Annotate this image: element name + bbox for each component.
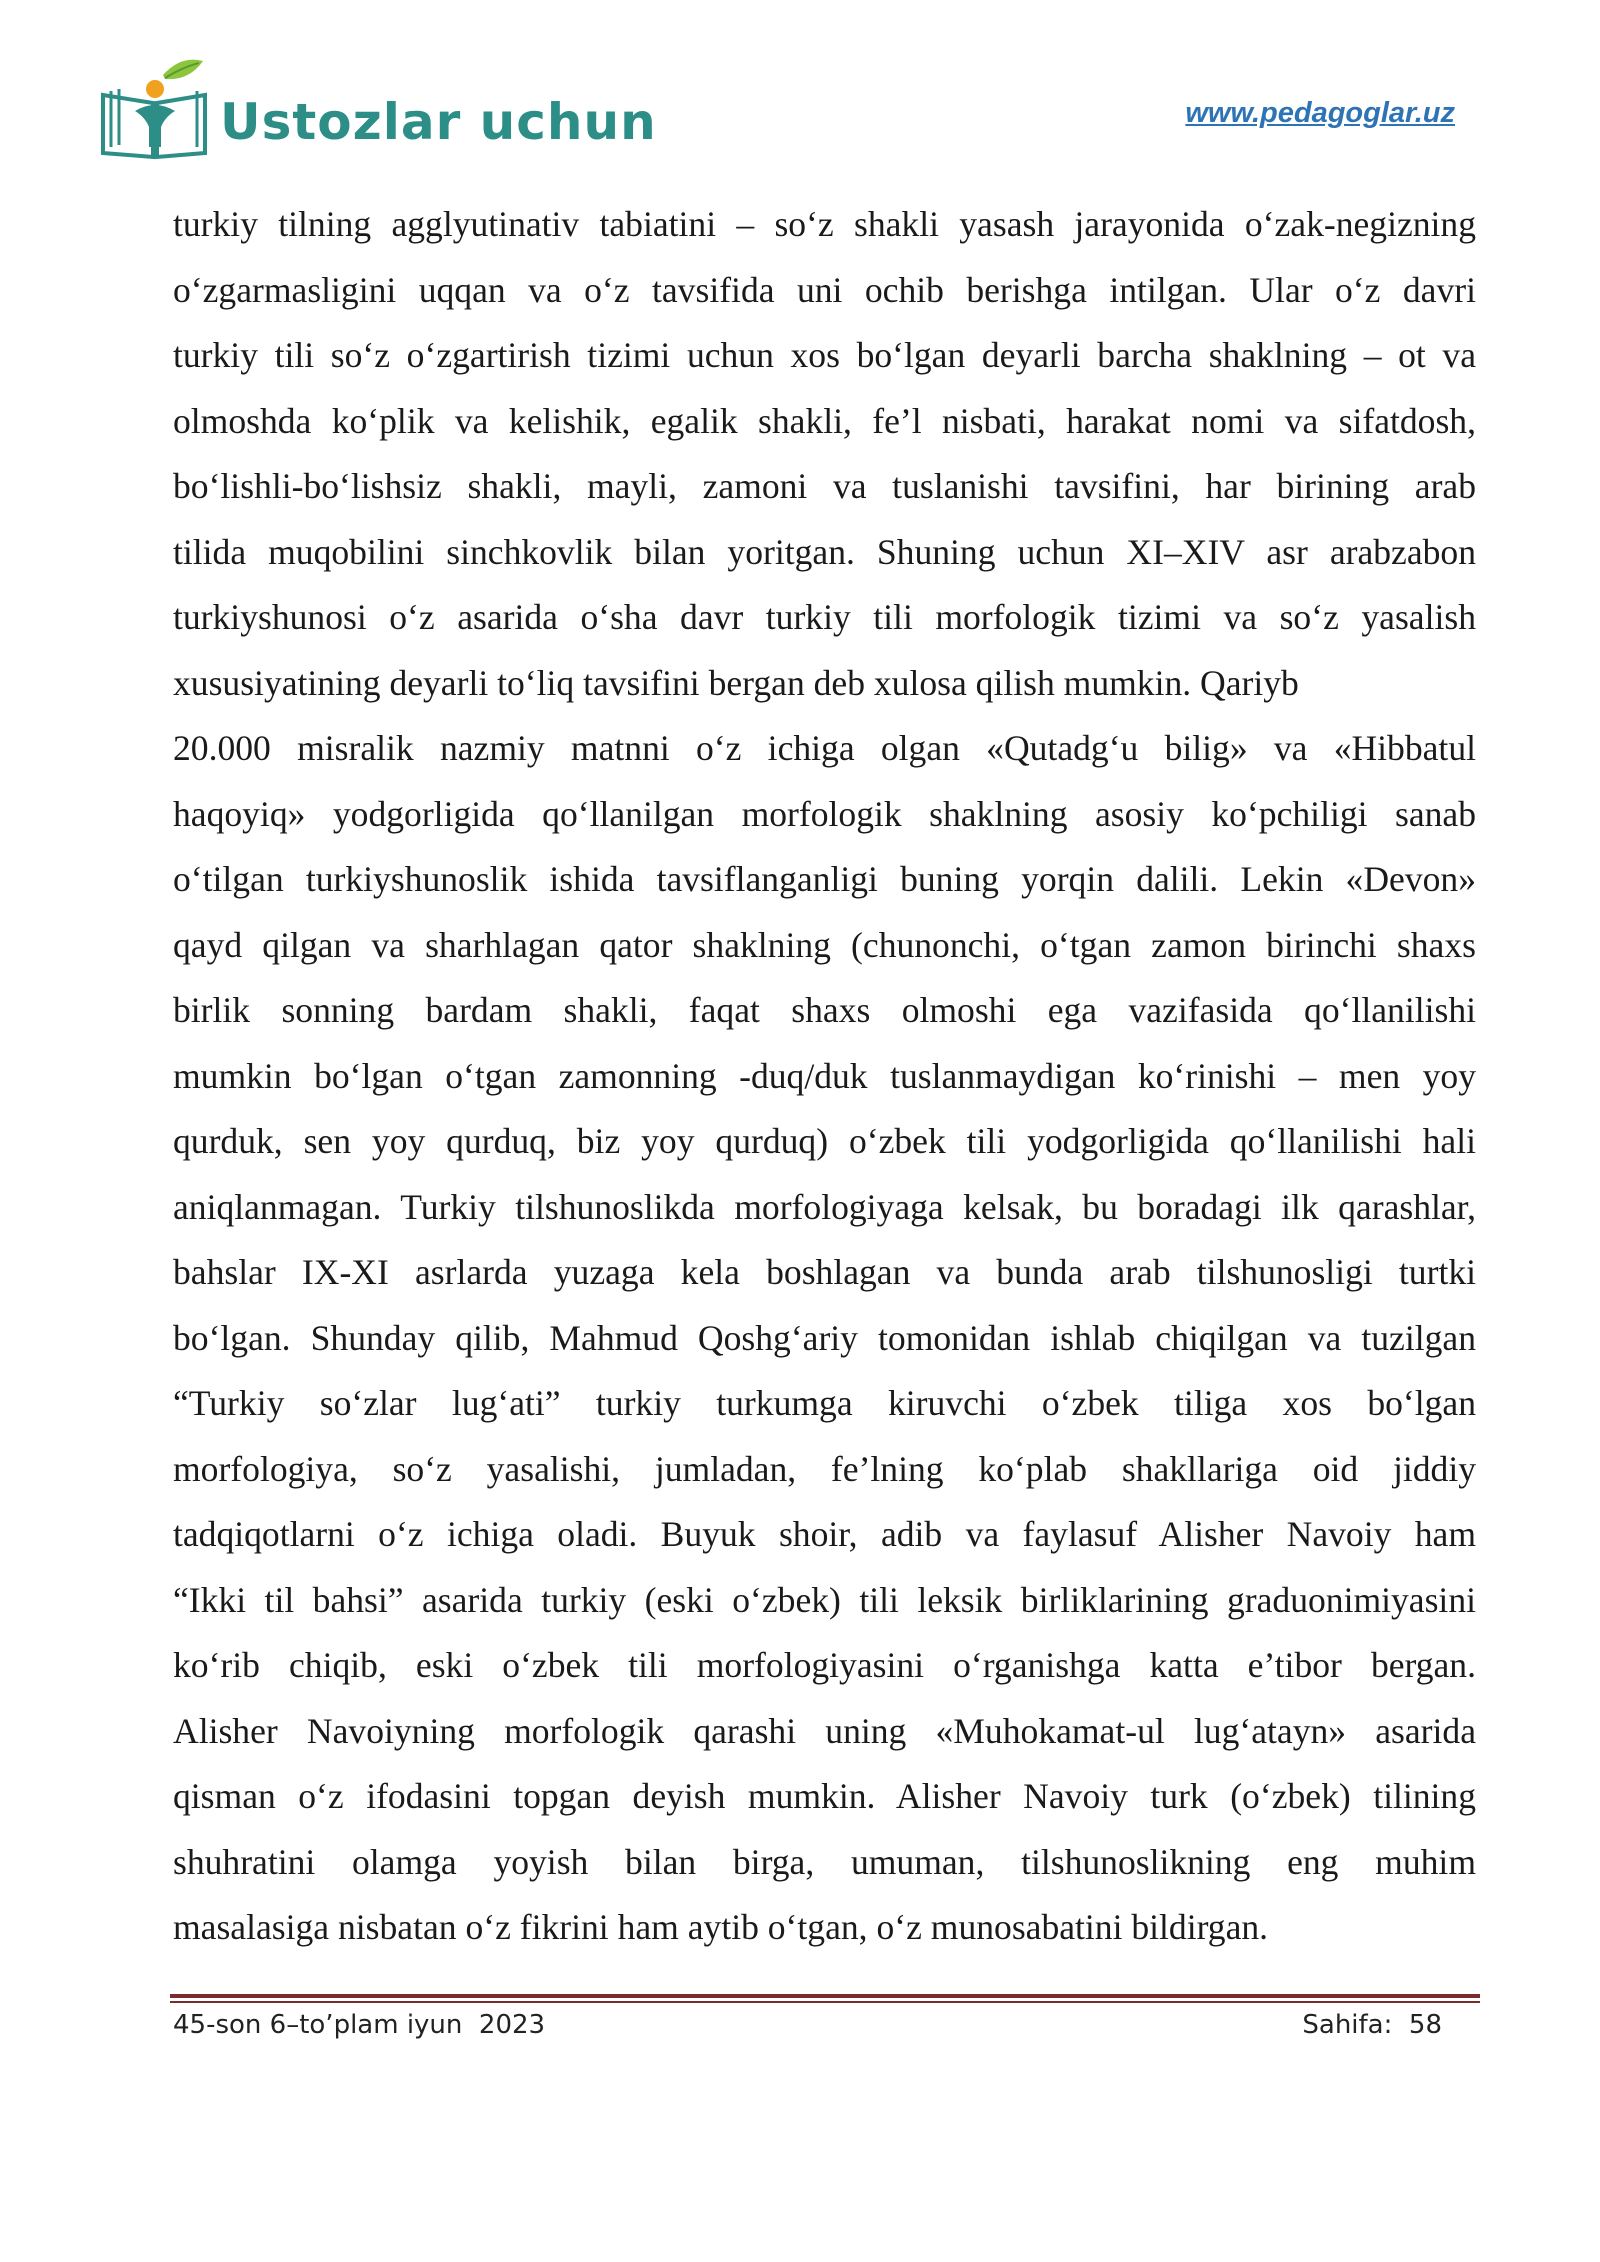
text-line: bahslar IX-XI asrlarda yuzaga kela boshlagan va bunda arab tilshunosligi turtki <box>173 1252 1476 1292</box>
page-number: Sahifa: 58 <box>1302 2010 1442 2040</box>
text-line: turkiy tili so‘z o‘zgartirish tizimi uchun xos bo‘lgan deyarli barcha shaklning – ot va <box>173 335 1476 375</box>
article-body <box>173 192 1476 1961</box>
text-line: turkiy tilning agglyutinativ tabiatini – so‘z shakli yasash jarayonida o‘zak-negizning <box>173 204 1476 244</box>
footer-divider <box>170 1994 1480 2004</box>
logo <box>95 55 655 165</box>
text-line: haqoyiq» yodgorligida qo‘llanilgan morfologik shaklning asosiy ko‘pchiligi sanab <box>173 793 1476 834</box>
text-line: bo‘lgan. Shunday qilib, Mahmud Qoshg‘ariy tomonidan ishlab chiqilgan va tuzilgan <box>173 1317 1476 1358</box>
text-line: tadqiqotlarni o‘z ichiga oladi. Buyuk shoir, adib va faylasuf Alisher Navoiy ham <box>173 1514 1476 1554</box>
text-line: 20.000 misralik nazmiy matnni o‘z ichiga olgan «Qutadg‘u bilig» va «Hibbatul <box>173 728 1476 768</box>
text-line: tilida muqobilini sinchkovlik bilan yoritgan. Shuning uchun XI–XIV asr arabzabon <box>173 531 1476 572</box>
footer-divider-thick <box>170 1994 1480 1998</box>
text-line: masalasiga nisbatan o‘z fikrini ham aytib o‘tgan, o‘z munosabatini bildirgan. <box>173 1907 1269 1947</box>
text-line: qayd qilgan va sharhlagan qator shaklning (chunonchi, o‘tgan zamon birinchi shaxs <box>173 924 1476 965</box>
text-line: olmoshda ko‘plik va kelishik, egalik shakli, fe’l nisbati, harakat nomi va sifatdosh, <box>173 400 1476 441</box>
text-line: bo‘lishli-bo‘lishsiz shakli, mayli, zamoni va tuslanishi tavsifini, har birining arab <box>173 466 1476 506</box>
text-line: mumkin bo‘lgan o‘tgan zamonning -duq/duk tuslanmaydigan ko‘rinishi – men yoy <box>173 1055 1476 1096</box>
page-header <box>95 55 1455 165</box>
text-line: xususiyatining deyarli to‘liq tavsifini bergan deb xulosa qilish mumkin. Qariyb <box>173 662 1299 703</box>
issue-info: 45-son 6–to’plam iyun 2023 <box>173 2010 546 2040</box>
text-line: aniqlanmagan. Turkiy tilshunoslikda morfologiyaga kelsak, bu boradagi ilk qarashlar, <box>173 1186 1476 1227</box>
footer-divider-thin <box>170 2001 1480 2003</box>
logo-text: Ustozlar uchun <box>220 93 657 151</box>
text-line: turkiyshunosi o‘z asarida o‘sha davr turkiy tili morfologik tizimi va so‘z yasalish <box>173 597 1476 637</box>
text-line: qisman o‘z ifodasini topgan deyish mumkin. Alisher Navoiy turk (o‘zbek) tilining <box>173 1776 1476 1816</box>
text-line: “Turkiy so‘zlar lug‘ati” turkiy turkumga kiruvchi o‘zbek tiliga xos bo‘lgan <box>173 1383 1476 1423</box>
text-line: morfologiya, so‘z yasalishi, jumladan, fe’lning ko‘plab shakllariga oid jiddiy <box>173 1448 1476 1489</box>
text-line: ko‘rib chiqib, eski o‘zbek tili morfologiyasini o‘rganishga katta e’tibor bergan. <box>173 1645 1476 1685</box>
text-line: qurduk, sen yoy qurduq, biz yoy qurduq) o‘zbek tili yodgorligida qo‘llanilishi hali <box>173 1121 1476 1161</box>
website-link[interactable]: www.pedagoglar.uz <box>1185 97 1455 129</box>
text-line: “Ikki til bahsi” asarida turkiy (eski o‘zbek) tili leksik birliklarining graduonimiyasini <box>173 1579 1476 1620</box>
text-line: birlik sonning bardam shakli, faqat shaxs olmoshi ega vazifasida qo‘llanilishi <box>173 990 1476 1030</box>
text-line: Alisher Navoiyning morfologik qarashi uning «Muhokamat-ul lug‘atayn» asarida <box>173 1710 1476 1751</box>
text-line: shuhratini olamga yoyish bilan birga, umuman, tilshunoslikning eng muhim <box>173 1841 1476 1882</box>
text-line: o‘tilgan turkiyshunoslik ishida tavsiflanganligi buning yorqin dalili. Lekin «Devon» <box>173 859 1476 899</box>
text-line: o‘zgarmasligini uqqan va o‘z tavsifida uni ochib berishga intilgan. Ular o‘z davri <box>173 269 1476 310</box>
book-person-leaf-icon <box>95 55 220 165</box>
